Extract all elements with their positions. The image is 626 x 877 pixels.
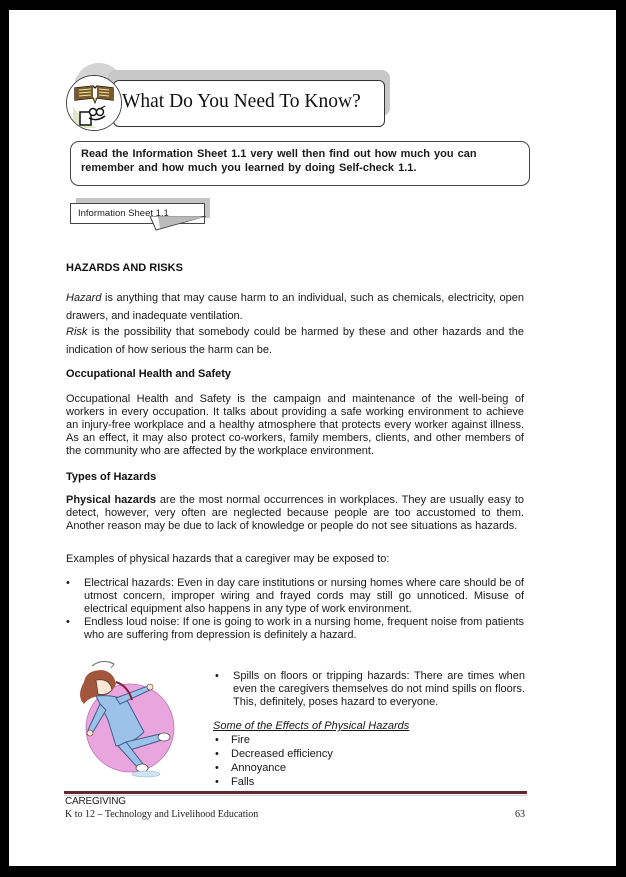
list-item: Endless loud noise: If one is going to work in a nursing home, frequent noise from patients who are suffering from depression is definitely a hazard. [84,616,524,641]
risk-term: Risk [66,326,88,338]
bullet-icon: • [215,748,219,760]
heading-hazards-risks: HAZARDS AND RISKS [66,262,183,274]
footer-subject: CAREGIVING [65,796,126,807]
bullet-icon: • [215,670,219,682]
bullet-icon: • [215,762,219,774]
footer-rule-accent [64,795,527,796]
bullet-icon: • [66,577,70,589]
list-item: Electrical hazards: Even in day care institutions or nursing homes where care should be of utmost concern, improper wiring and frayed cords may still go unnoticed. Misuse of electrical equipment also happens in any type of work environment. [84,577,524,615]
list-item: Annoyance [231,762,287,774]
list-item: Decreased efficiency [231,748,333,760]
ohs-paragraph: Occupational Health and Safety is the campaign and maintenance of the well-being of workers in every occupation. It talks about providing a safe working environment to achieve an injury-free workplace and a healthy atmosphere that protects every worker against illness. As an effect, it may also protect co-workers, family members, clients, and other members of the community who are affected by the workplace environment. [66,393,524,457]
list-item: Fire [231,734,250,746]
list-item: Spills on floors or tripping hazards: There are times when even the caregivers themselves do not mind spills on floors. This, definitely, poses hazard to everyone. [233,670,525,708]
girl-slipping-illustration [66,660,192,780]
bullet-icon: • [215,776,219,788]
risk-definition: Risk is the possibility that somebody could be harmed by these and other hazards and the indication of how serious the harm can be. [66,326,524,356]
info-sheet-label: Information Sheet 1.1 [78,208,169,219]
page-title: What Do You Need To Know? [122,91,361,112]
hazard-definition: Hazard is anything that may cause harm to an individual, such as chemicals, electricity, open drawers, and inadequate ventilation. [66,292,524,322]
page-number: 63 [515,809,525,820]
physical-hazards-paragraph: Physical hazards are the most normal occurrences in workplaces. They are usually easy to detect, however, very often are neglected because people are too accustomed to them. Another reason may be due to lack of knowledge or people do not see situations as hazards. [66,494,524,532]
heading-ohs: Occupational Health and Safety [66,368,232,380]
footer-course: K to 12 – Technology and Livelihood Education [65,809,259,820]
book-and-reader-icon [66,75,122,131]
hazard-term: Hazard [66,292,102,304]
examples-intro: Examples of physical hazards that a caregiver may be exposed to: [66,553,390,565]
bullet-icon: • [66,616,70,628]
bullet-icon: • [215,734,219,746]
footer-rule [64,791,527,794]
instruction-text: Read the Information Sheet 1.1 very well then find out how much you can remember and how much you learned by doing Self-check 1.1. [81,148,477,174]
effects-heading: Some of the Effects of Physical Hazards [213,720,410,732]
physical-hazards-term: Physical hazards [66,494,157,506]
heading-types-of-hazards: Types of Hazards [66,471,157,483]
list-item: Falls [231,776,255,788]
